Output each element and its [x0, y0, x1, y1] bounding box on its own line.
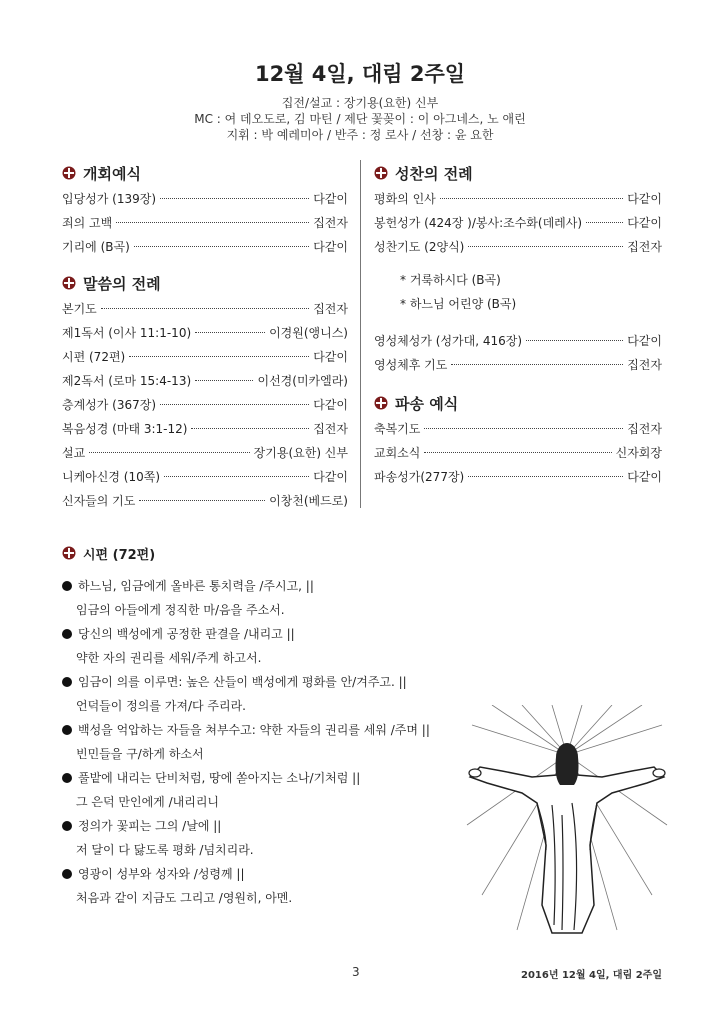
row-label: 영성체성가 (성가대, 416장) [374, 334, 523, 348]
leader-dots [89, 452, 249, 453]
leader-dots [191, 428, 309, 429]
order-row [374, 214, 662, 238]
sub-item: * 거룩하시다 (B곡) [400, 273, 501, 287]
verse-response: 언덕들이 정의를 가져/다 주리라. [76, 699, 246, 713]
row-value: 이창천(베드로) [269, 494, 348, 508]
row-label: 제1독서 (이사 11:1-10) [62, 326, 192, 340]
column-divider [360, 160, 361, 508]
verse-response: 처음과 같이 지금도 그리고 /영원히, 아멘. [76, 891, 293, 905]
leader-dots [440, 198, 623, 199]
leader-dots [468, 476, 623, 477]
leader-dots [451, 364, 623, 365]
row-label: 입당성가 (139장) [62, 192, 157, 206]
section-title: 시편 (72편) [83, 547, 156, 563]
order-row [62, 300, 348, 324]
section-heading [62, 270, 348, 296]
row-value: 집전자 [627, 358, 662, 372]
row-label: 층계성가 (367장) [62, 398, 157, 412]
order-row [62, 468, 348, 492]
order-row [62, 190, 348, 214]
left-column [62, 160, 348, 524]
psalm-verse [62, 766, 482, 814]
row-value: 다같이 [313, 240, 348, 254]
order-row [374, 468, 662, 492]
credit-line: MC : 여 데오도로, 김 마틴 / 제단 꽃꽂이 : 이 아그네스, 노 애린 [194, 112, 526, 126]
order-row [374, 444, 662, 468]
leader-dots [160, 198, 309, 199]
leader-dots [160, 404, 309, 405]
psalm-verse [62, 718, 482, 766]
leader-dots [526, 340, 623, 341]
leader-dots [424, 428, 623, 429]
verse-response: 빈민들을 구/하게 하소서 [76, 747, 204, 761]
row-label: 신자들의 기도 [62, 494, 136, 508]
bullet-icon [62, 773, 72, 783]
row-value: 집전자 [627, 422, 662, 436]
bullet-icon [62, 821, 72, 831]
leader-dots [424, 452, 611, 453]
row-value: 장기용(요한) 신부 [253, 446, 348, 460]
risen-christ-illustration [462, 705, 672, 935]
footer-date: 2016년 12월 4일, 대림 2주일 [520, 970, 662, 981]
row-label: 죄의 고백 [62, 216, 113, 230]
psalm-verse [62, 862, 482, 910]
section-heading [62, 540, 482, 566]
psalm-section [62, 540, 482, 910]
row-label: 복음성경 (마태 3:1-12) [62, 422, 188, 436]
leader-dots [195, 332, 265, 333]
order-row [62, 324, 348, 348]
section-heading [374, 160, 662, 186]
row-value: 집전자 [313, 216, 348, 230]
order-row [374, 356, 662, 380]
verse-response: 임금의 아들에게 정직한 마/음을 주소서. [76, 603, 285, 617]
verse-response: 그 은덕 만인에게 /내리리니 [76, 795, 219, 809]
leader-dots [164, 476, 309, 477]
sub-item: * 하느님 어린양 (B곡) [400, 297, 517, 311]
row-label: 축복기도 [374, 422, 421, 436]
leader-dots [129, 356, 309, 357]
bullet-icon [62, 677, 72, 687]
verse-response: 저 달이 다 닳도록 평화 /넘치리라. [76, 843, 254, 857]
row-value: 다같이 [313, 470, 348, 484]
cross-icon [374, 166, 388, 180]
section-opening [62, 160, 348, 262]
order-row [62, 420, 348, 444]
order-row [62, 372, 348, 396]
leader-dots [101, 308, 309, 309]
leader-dots [134, 246, 309, 247]
psalm-verse [62, 670, 482, 718]
section-title: 개회예식 [83, 164, 141, 183]
psalm-verse [62, 622, 482, 670]
row-value: 다같이 [627, 470, 662, 484]
cross-icon [62, 276, 76, 290]
cross-icon [62, 546, 76, 560]
row-label: 성찬기도 (2양식) [374, 240, 465, 254]
leader-dots [586, 222, 623, 223]
order-row [62, 492, 348, 516]
row-value: 신자회장 [615, 446, 662, 460]
row-label: 설교 [62, 446, 86, 460]
leader-dots [139, 500, 265, 501]
order-row [374, 190, 662, 214]
verse-line: 정의가 꽃피는 그의 /날에 || [78, 819, 222, 833]
verse-response: 약한 자의 권리를 세워/주게 하고서. [76, 651, 262, 665]
verse-line: 백성을 억압하는 자들을 쳐부수고: 약한 자들의 권리를 세워 /주며 || [78, 723, 430, 737]
row-value: 다같이 [627, 334, 662, 348]
psalm-verse [62, 574, 482, 622]
right-column [374, 160, 662, 500]
bullet-icon [62, 725, 72, 735]
leader-dots [116, 222, 309, 223]
cross-icon [62, 166, 76, 180]
section-heading [374, 390, 662, 416]
bullet-icon [62, 581, 72, 591]
row-label: 기리에 (B곡) [62, 240, 130, 254]
psalm-verse [62, 814, 482, 862]
row-label: 파송성가(277장) [374, 470, 465, 484]
row-value: 다같이 [627, 216, 662, 230]
section-title: 말씀의 전례 [83, 274, 161, 293]
row-value: 집전자 [313, 422, 348, 436]
leader-dots [468, 246, 623, 247]
order-row [62, 238, 348, 262]
order-row [62, 348, 348, 372]
bullet-icon [62, 629, 72, 639]
row-label: 영성체후 기도 [374, 358, 448, 372]
row-value: 다같이 [313, 350, 348, 364]
row-value: 다같이 [313, 398, 348, 412]
verse-line: 영광이 성부와 성자와 /성령께 || [78, 867, 245, 881]
row-value: 다같이 [313, 192, 348, 206]
order-row [374, 420, 662, 444]
row-value: 다같이 [627, 192, 662, 206]
section-title: 파송 예식 [395, 394, 459, 413]
row-label: 제2독서 (로마 15:4-13) [62, 374, 192, 388]
leader-dots [195, 380, 253, 381]
cross-icon [374, 396, 388, 410]
row-label: 니케아신경 (10쪽) [62, 470, 160, 484]
row-label: 평화의 인사 [374, 192, 436, 206]
row-label: 봉헌성가 (424장 )/봉사:조수화(데레사) [374, 216, 583, 230]
order-row [374, 238, 662, 262]
row-value: 이경원(앵니스) [269, 326, 348, 340]
verse-line: 하느님, 임금에게 올바른 통치력을 /주시고, || [78, 579, 314, 593]
verse-line: 당신의 백성에게 공정한 판결을 /내리고 || [78, 627, 295, 641]
row-value: 이선경(미카엘라) [257, 374, 348, 388]
section-title: 성찬의 전례 [395, 164, 473, 183]
verse-line: 임금이 의를 이루면: 높은 산들이 백성에게 평화를 안/겨주고. || [78, 675, 407, 689]
order-row [62, 396, 348, 420]
row-value: 집전자 [313, 302, 348, 316]
row-label: 본기도 [62, 302, 97, 316]
verse-line: 풀밭에 내리는 단비처럼, 땅에 쏟아지는 소나/기처럼 || [78, 771, 361, 785]
row-label: 교회소식 [374, 446, 421, 460]
credits [0, 95, 720, 143]
page-title: 12월 4일, 대림 2주일 [254, 62, 466, 86]
row-label: 시편 (72편) [62, 350, 126, 364]
order-row [374, 332, 662, 356]
row-value: 집전자 [627, 240, 662, 254]
credit-line: 지휘 : 박 예레미아 / 반주 : 정 로사 / 선창 : 윤 요한 [226, 128, 494, 142]
order-row [62, 214, 348, 238]
section-word [62, 270, 348, 516]
section-eucharist [374, 160, 662, 380]
section-heading [62, 160, 348, 186]
page-number: 3 [352, 965, 360, 979]
credit-line: 집전/설교 : 장기용(요한) 신부 [281, 96, 439, 110]
order-row [62, 444, 348, 468]
bullet-icon [62, 869, 72, 879]
section-dismissal [374, 390, 662, 492]
